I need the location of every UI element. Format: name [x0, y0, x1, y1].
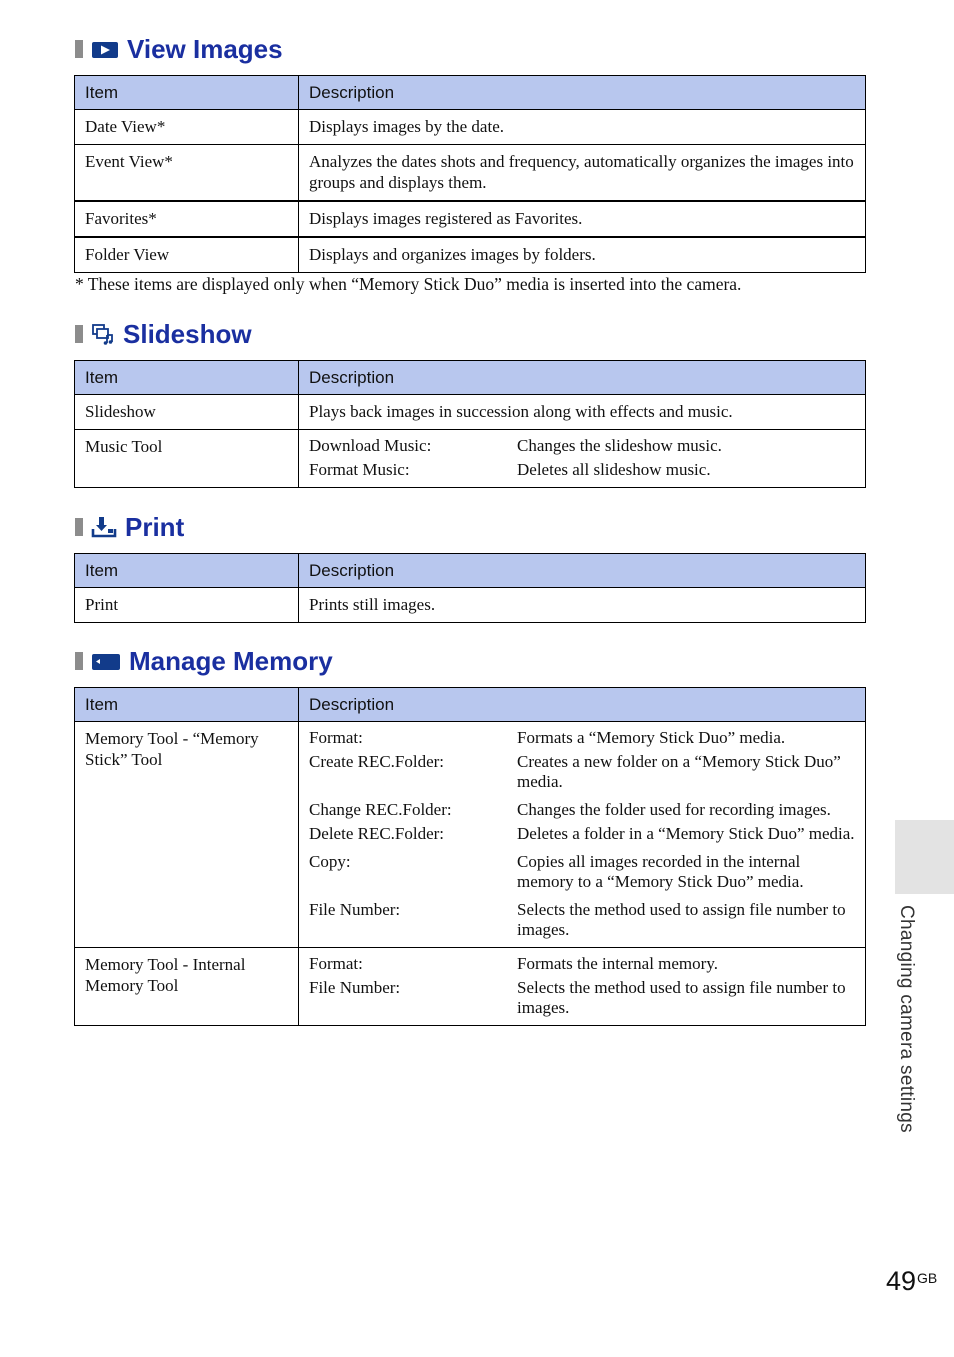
table-row [75, 237, 866, 273]
row-item: Music Tool [75, 430, 299, 488]
row-description: Plays back images in succession along with effects and music. [299, 395, 866, 430]
table-row [75, 145, 866, 202]
table-row [75, 948, 866, 1026]
sub-key: Create REC.Folder: [309, 752, 445, 771]
section-title-view-images [75, 34, 283, 64]
playback-icon [91, 38, 119, 60]
sub-key: File Number: [309, 978, 401, 997]
row-description: Analyzes the dates shots and frequency, automatically organizes the images into groups and displays them. [299, 145, 866, 202]
sub-key: File Number: [309, 900, 401, 919]
section-marker [75, 518, 83, 536]
row-description: Displays images by the date. [299, 110, 866, 145]
section-marker [75, 325, 83, 343]
row-item: Memory Tool - Internal Memory Tool [75, 948, 299, 1026]
page-number-suffix: GB [917, 1270, 938, 1286]
section-marker [75, 652, 83, 670]
slideshow-icon [91, 323, 115, 345]
row-item: Slideshow [75, 395, 299, 430]
manage-memory-table [74, 687, 866, 1026]
col-header-description: Description [299, 688, 866, 722]
row-description: Prints still images. [299, 588, 866, 623]
sub-value: Copies all images recorded in the internal memory to a “Memory Stick Duo” media. [517, 852, 804, 891]
slideshow-table [74, 360, 866, 488]
table-row [75, 722, 866, 948]
sidebar-label: Changing camera settings [896, 905, 917, 1133]
section-title-text: Manage Memory [129, 645, 333, 676]
sub-value: Selects the method used to assign file number to images. [517, 900, 846, 939]
table-row [75, 588, 866, 623]
sub-key: Change REC.Folder: [309, 800, 452, 819]
sub-key: Delete REC.Folder: [309, 824, 445, 843]
section-title-text: Slideshow [123, 318, 252, 349]
section-title-text: View Images [127, 33, 283, 64]
section-title-slideshow [75, 319, 252, 349]
sub-value: Deletes a folder in a “Memory Stick Duo” media. [517, 824, 855, 843]
side-tab [895, 820, 954, 894]
sub-key: Format Music: [309, 460, 410, 479]
sub-list [309, 728, 855, 940]
row-item: Date View* [75, 110, 299, 145]
sub-value: Deletes all slideshow music. [517, 460, 711, 479]
table-header [75, 361, 866, 395]
table-row [75, 395, 866, 430]
print-icon [91, 516, 117, 538]
sub-list [309, 436, 855, 480]
sub-value: Formats a “Memory Stick Duo” media. [517, 728, 786, 747]
section-title-print [75, 512, 184, 542]
table-header [75, 76, 866, 110]
section-title-manage-memory [75, 646, 333, 676]
row-description [299, 722, 866, 948]
row-item: Folder View [75, 237, 299, 273]
sub-key: Format: [309, 954, 363, 973]
col-header-item: Item [75, 76, 299, 110]
col-header-description: Description [299, 76, 866, 110]
print-table [74, 553, 866, 623]
row-description: Displays images registered as Favorites. [299, 201, 866, 237]
sub-list [309, 954, 855, 1018]
row-item: Memory Tool - “Memory Stick” Tool [75, 722, 299, 948]
section-title-text: Print [125, 511, 185, 542]
row-description [299, 948, 866, 1026]
sub-value: Changes the folder used for recording images. [517, 800, 831, 819]
row-item: Event View* [75, 145, 299, 202]
memory-card-icon [91, 650, 121, 672]
footnote: * These items are displayed only when “Memory Stick Duo” media is inserted into the camera. [75, 274, 742, 294]
col-header-description: Description [299, 361, 866, 395]
row-description [299, 430, 866, 488]
section-marker [75, 40, 83, 58]
sub-key: Copy: [309, 852, 351, 871]
sub-value: Creates a new folder on a “Memory Stick Duo” media. [517, 752, 841, 791]
col-header-item: Item [75, 688, 299, 722]
table-row [75, 110, 866, 145]
row-item: Favorites* [75, 201, 299, 237]
page-number [886, 1266, 937, 1297]
sub-key: Format: [309, 728, 363, 747]
col-header-description: Description [299, 554, 866, 588]
col-header-item: Item [75, 361, 299, 395]
table-row [75, 430, 866, 488]
sub-value: Formats the internal memory. [517, 954, 718, 973]
row-description: Displays and organizes images by folders. [299, 237, 866, 273]
table-header [75, 688, 866, 722]
table-header [75, 554, 866, 588]
page-number-value: 49 [886, 1266, 917, 1296]
row-item: Print [75, 588, 299, 623]
table-row [75, 201, 866, 237]
sub-value: Selects the method used to assign file number to images. [517, 978, 846, 1017]
view-images-table [74, 75, 866, 273]
col-header-item: Item [75, 554, 299, 588]
sub-key: Download Music: [309, 436, 432, 455]
sub-value: Changes the slideshow music. [517, 436, 722, 455]
